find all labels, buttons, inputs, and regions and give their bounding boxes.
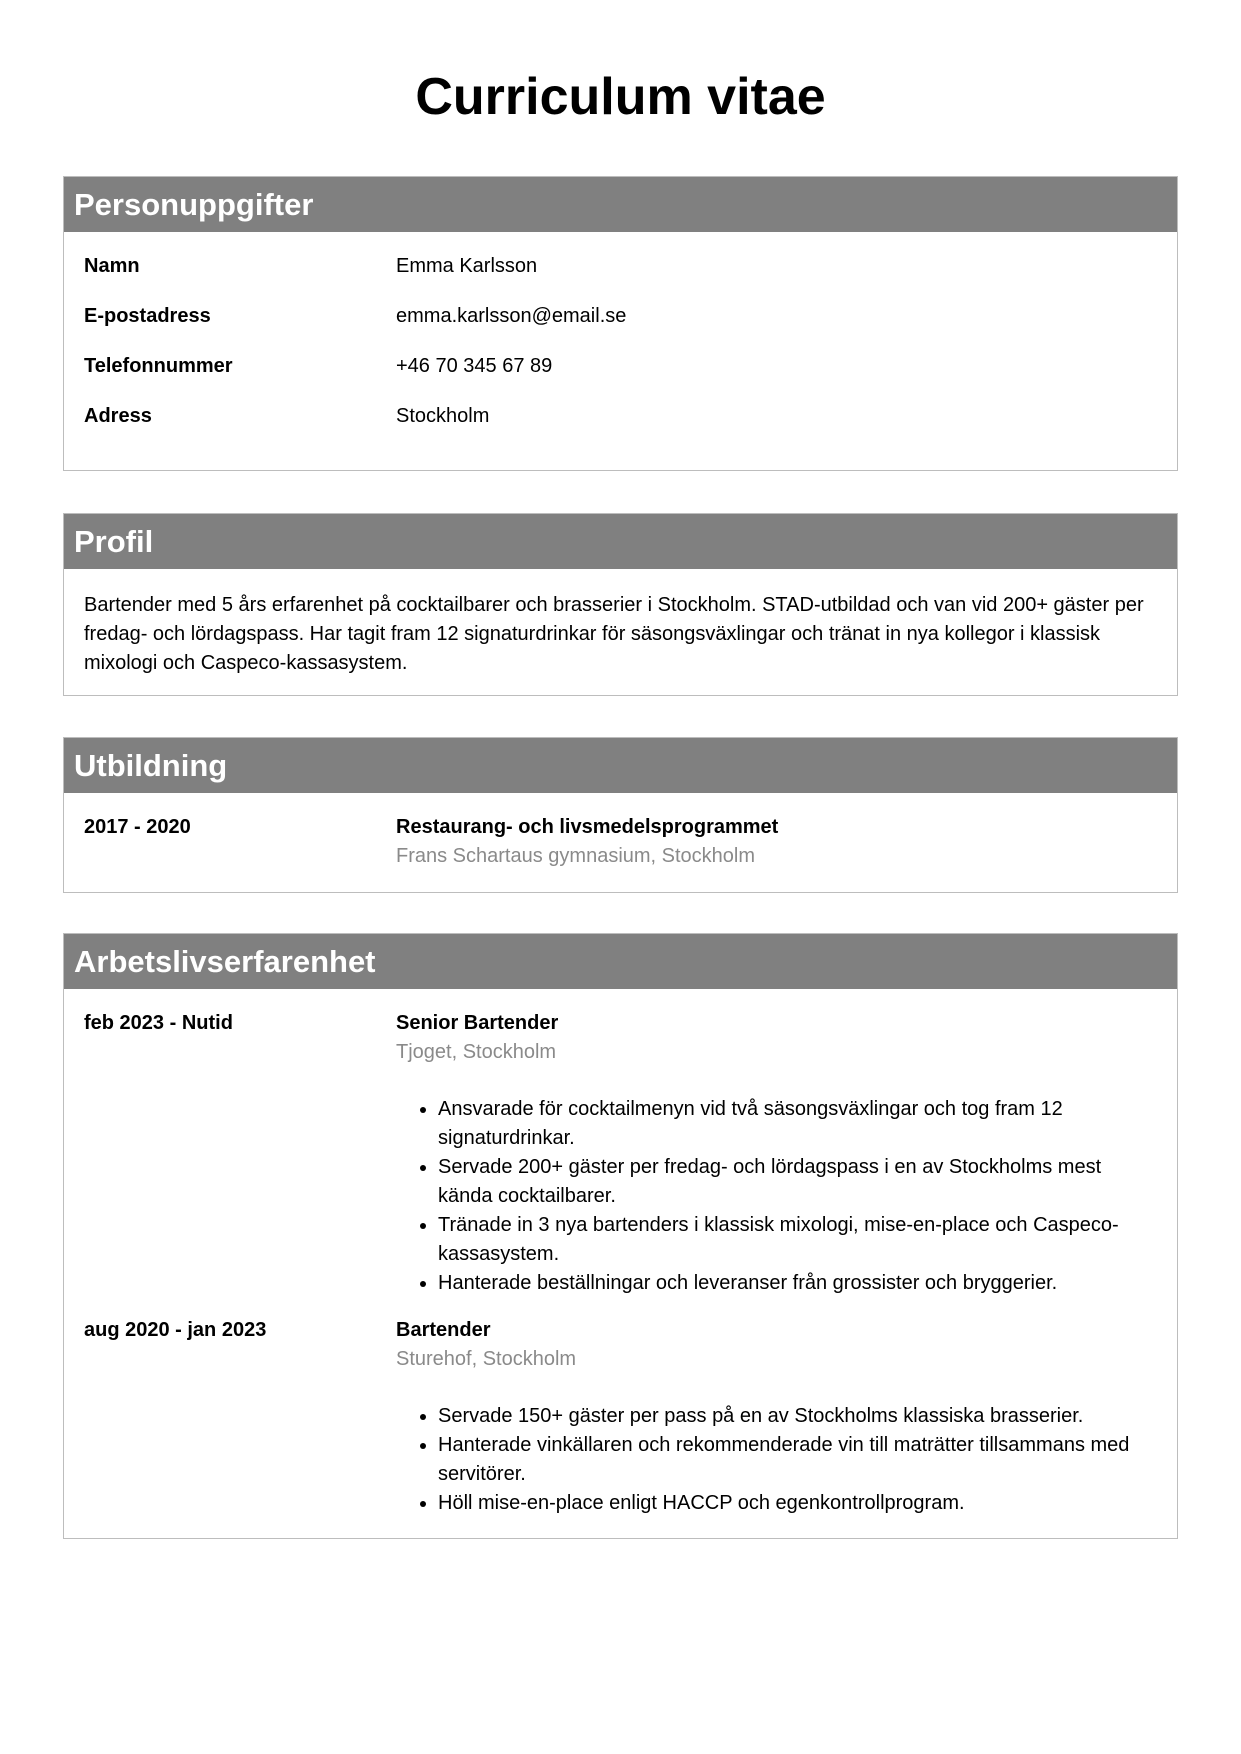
- entry-title: Senior Bartender: [396, 1012, 559, 1034]
- section-personal: [63, 176, 1178, 471]
- row-label: Adress: [84, 405, 152, 427]
- row-value: Emma Karlsson: [396, 255, 538, 277]
- entry-period: aug 2020 - jan 2023: [84, 1319, 267, 1341]
- bullet-item: • Ansvarade för cocktailmenyn vid två säsongsväxlingar och tog fram 12 signaturdrinkar.: [438, 1095, 1157, 1153]
- section-experience: [63, 933, 1178, 1539]
- bullet-item: • Höll mise-en-place enligt HACCP och egenkontrollprogram.: [438, 1489, 1157, 1518]
- row-label: Namn: [84, 255, 140, 277]
- education-entries: [64, 793, 1177, 871]
- bullet-item: • Servade 150+ gäster per pass på en av Stockholms klassiska brasserier.: [438, 1402, 1157, 1431]
- entry-content: [396, 1316, 1157, 1518]
- row-value: +46 70 345 67 89: [396, 355, 553, 377]
- experience-entries: [64, 989, 1177, 1518]
- entry-place: Frans Schartaus gymnasium, Stockholm: [396, 845, 756, 867]
- bullet-item: • Hanterade beställningar och leveranser från grossister och bryggerier.: [438, 1269, 1157, 1298]
- entry-place: Tjoget, Stockholm: [396, 1041, 557, 1063]
- section-education: [63, 737, 1178, 893]
- entry-title: Restaurang- och livsmedelsprogrammet: [396, 816, 779, 838]
- personal-row-email: [84, 282, 1157, 332]
- experience-entry: [84, 1009, 1157, 1316]
- entry-content: [396, 813, 1157, 871]
- section-header-personal: Personuppgifter: [64, 177, 1177, 232]
- entry-place: Sturehof, Stockholm: [396, 1348, 577, 1370]
- row-value: Stockholm: [396, 405, 490, 427]
- bullet-item: • Hanterade vinkällaren och rekommenderade vin till maträtter tillsammans med servitörer.: [438, 1431, 1157, 1489]
- entry-bullets: [396, 1095, 1157, 1298]
- entry-bullets: [396, 1402, 1157, 1518]
- bullet-item: • Servade 200+ gäster per fredag- och lördagspass i en av Stockholms mest kända cocktailbarer.: [438, 1153, 1157, 1211]
- section-header-experience: Arbetslivserfarenhet: [64, 934, 1177, 989]
- personal-rows: [64, 232, 1177, 432]
- entry-period: feb 2023 - Nutid: [84, 1012, 233, 1034]
- section-profile: [63, 513, 1178, 696]
- experience-entry: [84, 1316, 1157, 1518]
- entry-content: [396, 1009, 1157, 1298]
- row-label: E-postadress: [84, 305, 211, 327]
- personal-row-name: [84, 232, 1157, 282]
- section-header-education: Utbildning: [64, 738, 1177, 793]
- bullet-item: • Tränade in 3 nya bartenders i klassisk mixologi, mise-en-place och Caspeco-kassasystem.: [438, 1211, 1157, 1269]
- document-title: Curriculum vitae: [415, 68, 826, 126]
- education-entry: [84, 813, 1157, 871]
- row-label: Telefonnummer: [84, 355, 233, 377]
- section-header-profile: Profil: [64, 514, 1177, 569]
- entry-period: 2017 - 2020: [84, 816, 191, 838]
- profile-text: Bartender med 5 års erfarenhet på cocktailbarer och brasserier i Stockholm. STAD-utbildad och van vid 200+ gäster per fredag- och lördagspass. Har tagit fram 12 signaturdrinkar för säsongsväxlingar och tränat in nya kollegor i klassisk mixologi och Caspeco-kassasystem.: [84, 594, 1144, 674]
- personal-row-address: [84, 382, 1157, 432]
- row-value: emma.karlsson@email.se: [396, 305, 627, 327]
- personal-row-phone: [84, 332, 1157, 382]
- entry-title: Bartender: [396, 1319, 491, 1341]
